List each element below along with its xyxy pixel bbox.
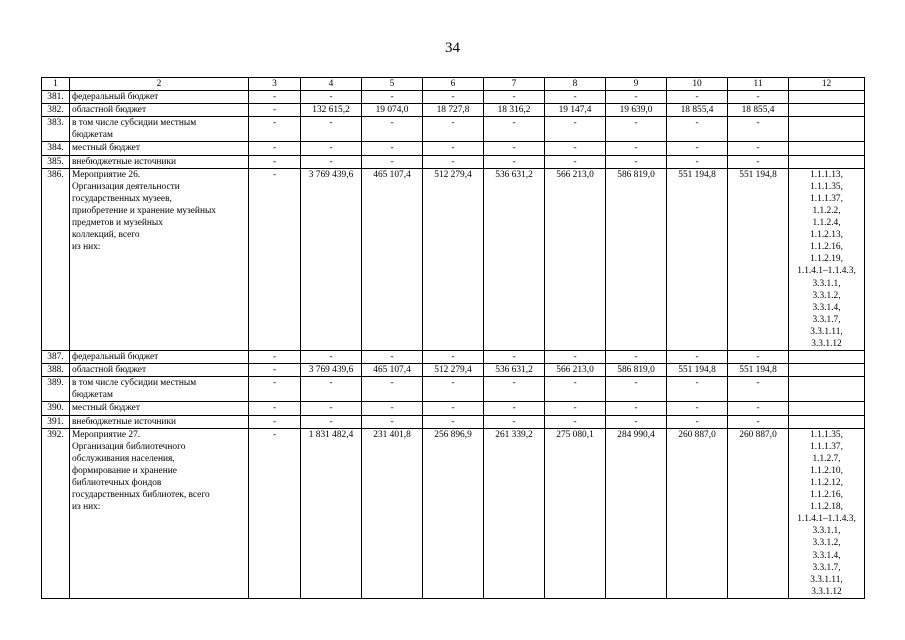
column-header: 10 <box>667 78 728 91</box>
value-cell: - <box>606 351 667 364</box>
column-header: 9 <box>606 78 667 91</box>
indicator-codes <box>789 377 865 402</box>
row-number: 392. <box>42 428 70 598</box>
column-header: 7 <box>484 78 545 91</box>
value-cell: - <box>301 351 362 364</box>
budget-table <box>41 77 865 599</box>
value-cell: - <box>484 377 545 402</box>
value-cell: 260 887,0 <box>667 428 728 598</box>
row-number: 389. <box>42 377 70 402</box>
column-header: 11 <box>728 78 789 91</box>
value-cell: 19 147,4 <box>545 104 606 117</box>
table-row <box>42 402 865 415</box>
row-label: федеральный бюджет <box>70 351 249 364</box>
value-cell: - <box>484 351 545 364</box>
value-cell: - <box>423 351 484 364</box>
value-cell: - <box>301 91 362 104</box>
row-number: 384. <box>42 142 70 155</box>
row-label: внебюджетные источники <box>70 415 249 428</box>
value-cell: - <box>545 91 606 104</box>
row-label: Мероприятие 27. Организация библиотечного обслуживания населения, формирование и хранение библиотечных фондов государственных библиотек, всего из них: <box>70 428 249 598</box>
value-cell: - <box>667 155 728 168</box>
value-cell: - <box>301 142 362 155</box>
value-cell: - <box>484 155 545 168</box>
row-label: в том числе субсидии местным бюджетам <box>70 377 249 402</box>
value-cell: - <box>606 142 667 155</box>
row-label: Мероприятие 26. Организация деятельности государственных музеев, приобретение и хранение музейных предметов и музейных коллекций, всего из них: <box>70 168 249 350</box>
table-row <box>42 142 865 155</box>
value-cell: - <box>728 155 789 168</box>
value-cell: - <box>728 91 789 104</box>
value-cell: - <box>362 415 423 428</box>
table-row <box>42 104 865 117</box>
value-cell: 586 819,0 <box>606 168 667 350</box>
value-cell: - <box>249 402 301 415</box>
value-cell: - <box>667 351 728 364</box>
value-cell: 551 194,8 <box>667 168 728 350</box>
value-cell: - <box>249 351 301 364</box>
value-cell: 512 279,4 <box>423 364 484 377</box>
value-cell: 551 194,8 <box>728 364 789 377</box>
value-cell: - <box>362 155 423 168</box>
value-cell: - <box>728 402 789 415</box>
value-cell: 260 887,0 <box>728 428 789 598</box>
value-cell: - <box>423 402 484 415</box>
value-cell: - <box>728 142 789 155</box>
value-cell: 3 769 439,6 <box>301 364 362 377</box>
indicator-codes <box>789 351 865 364</box>
value-cell: 256 896,9 <box>423 428 484 598</box>
value-cell: - <box>545 377 606 402</box>
row-label: областной бюджет <box>70 104 249 117</box>
column-header: 2 <box>70 78 249 91</box>
value-cell: - <box>249 428 301 598</box>
value-cell: 275 080,1 <box>545 428 606 598</box>
value-cell: - <box>249 91 301 104</box>
value-cell: 465 107,4 <box>362 168 423 350</box>
row-number: 388. <box>42 364 70 377</box>
value-cell: 284 990,4 <box>606 428 667 598</box>
value-cell: - <box>362 377 423 402</box>
indicator-codes <box>789 415 865 428</box>
value-cell: - <box>249 117 301 142</box>
value-cell: - <box>667 415 728 428</box>
column-header: 12 <box>789 78 865 91</box>
row-number: 385. <box>42 155 70 168</box>
value-cell: - <box>484 142 545 155</box>
indicator-codes: 1.1.1.35, 1.1.1.37, 1.1.2.7, 1.1.2.10, 1.1.2.12, 1.1.2.16, 1.1.2.18, 1.1.4.1–1.1.4.3, 3.3.1.1, 3.3.1.2, 3.3.1.4, 3.3.1.7, 3.3.1.11, 3.3.1.12 <box>789 428 865 598</box>
value-cell: 566 213,0 <box>545 168 606 350</box>
value-cell: 536 631,2 <box>484 364 545 377</box>
value-cell: 18 855,4 <box>667 104 728 117</box>
value-cell: - <box>667 91 728 104</box>
indicator-codes <box>789 117 865 142</box>
value-cell: - <box>728 351 789 364</box>
value-cell: 18 727,8 <box>423 104 484 117</box>
value-cell: 551 194,8 <box>667 364 728 377</box>
value-cell: - <box>606 117 667 142</box>
value-cell: 586 819,0 <box>606 364 667 377</box>
value-cell: 536 631,2 <box>484 168 545 350</box>
column-header: 5 <box>362 78 423 91</box>
table-row <box>42 415 865 428</box>
value-cell: 261 339,2 <box>484 428 545 598</box>
value-cell: 231 401,8 <box>362 428 423 598</box>
row-number: 386. <box>42 168 70 350</box>
value-cell: 551 194,8 <box>728 168 789 350</box>
value-cell: - <box>667 402 728 415</box>
value-cell: - <box>362 91 423 104</box>
row-label: местный бюджет <box>70 142 249 155</box>
table-row <box>42 364 865 377</box>
value-cell: - <box>249 377 301 402</box>
indicator-codes <box>789 104 865 117</box>
value-cell: - <box>423 91 484 104</box>
value-cell: - <box>301 415 362 428</box>
value-cell: 465 107,4 <box>362 364 423 377</box>
column-header: 8 <box>545 78 606 91</box>
value-cell: - <box>362 351 423 364</box>
table-row <box>42 351 865 364</box>
value-cell: - <box>545 117 606 142</box>
value-cell: 132 615,2 <box>301 104 362 117</box>
column-header: 3 <box>249 78 301 91</box>
value-cell: - <box>301 117 362 142</box>
row-number: 387. <box>42 351 70 364</box>
value-cell: - <box>249 168 301 350</box>
value-cell: - <box>545 402 606 415</box>
indicator-codes <box>789 91 865 104</box>
value-cell: - <box>249 142 301 155</box>
column-header: 4 <box>301 78 362 91</box>
value-cell: - <box>249 364 301 377</box>
value-cell: 566 213,0 <box>545 364 606 377</box>
page-number: 34 <box>445 40 460 56</box>
value-cell: - <box>667 117 728 142</box>
value-cell: - <box>423 155 484 168</box>
table-row <box>42 168 865 350</box>
value-cell: - <box>484 117 545 142</box>
row-label: в том числе субсидии местным бюджетам <box>70 117 249 142</box>
value-cell: - <box>362 142 423 155</box>
table-row <box>42 428 865 598</box>
table-row <box>42 377 865 402</box>
value-cell: - <box>667 142 728 155</box>
indicator-codes: 1.1.1.13, 1.1.1.35, 1.1.1.37, 1.1.2.2, 1.1.2.4, 1.1.2.13, 1.1.2.16, 1.1.2.19, 1.1.4.1–1.1.4.3, 3.3.1.1, 3.3.1.2, 3.3.1.4, 3.3.1.7, 3.3.1.11, 3.3.1.12 <box>789 168 865 350</box>
value-cell: - <box>249 104 301 117</box>
value-cell: 3 769 439,6 <box>301 168 362 350</box>
value-cell: - <box>667 377 728 402</box>
value-cell: - <box>484 415 545 428</box>
value-cell: 1 831 482,4 <box>301 428 362 598</box>
row-label: внебюджетные источники <box>70 155 249 168</box>
value-cell: - <box>545 351 606 364</box>
value-cell: - <box>423 415 484 428</box>
column-header: 6 <box>423 78 484 91</box>
row-label: местный бюджет <box>70 402 249 415</box>
value-cell: - <box>249 155 301 168</box>
table-header-row <box>42 78 865 91</box>
value-cell: - <box>301 155 362 168</box>
value-cell: 18 855,4 <box>728 104 789 117</box>
value-cell: - <box>545 142 606 155</box>
value-cell: - <box>362 117 423 142</box>
value-cell: - <box>606 91 667 104</box>
value-cell: - <box>728 377 789 402</box>
value-cell: - <box>606 402 667 415</box>
value-cell: - <box>423 117 484 142</box>
row-number: 381. <box>42 91 70 104</box>
indicator-codes <box>789 364 865 377</box>
value-cell: 19 074,0 <box>362 104 423 117</box>
value-cell: 18 316,2 <box>484 104 545 117</box>
value-cell: 19 639,0 <box>606 104 667 117</box>
row-number: 383. <box>42 117 70 142</box>
row-number: 390. <box>42 402 70 415</box>
value-cell: - <box>606 415 667 428</box>
indicator-codes <box>789 142 865 155</box>
table-row <box>42 91 865 104</box>
value-cell: - <box>484 402 545 415</box>
value-cell: - <box>301 402 362 415</box>
value-cell: - <box>728 415 789 428</box>
value-cell: - <box>301 377 362 402</box>
value-cell: - <box>362 402 423 415</box>
value-cell: - <box>423 377 484 402</box>
column-header: 1 <box>42 78 70 91</box>
value-cell: - <box>545 415 606 428</box>
table-row <box>42 117 865 142</box>
value-cell: - <box>423 142 484 155</box>
table-row <box>42 155 865 168</box>
row-number: 382. <box>42 104 70 117</box>
value-cell: - <box>484 91 545 104</box>
value-cell: - <box>606 155 667 168</box>
value-cell: 512 279,4 <box>423 168 484 350</box>
indicator-codes <box>789 402 865 415</box>
value-cell: - <box>728 117 789 142</box>
indicator-codes <box>789 155 865 168</box>
row-label: областной бюджет <box>70 364 249 377</box>
row-number: 391. <box>42 415 70 428</box>
value-cell: - <box>545 155 606 168</box>
value-cell: - <box>249 415 301 428</box>
row-label: федеральный бюджет <box>70 91 249 104</box>
value-cell: - <box>606 377 667 402</box>
